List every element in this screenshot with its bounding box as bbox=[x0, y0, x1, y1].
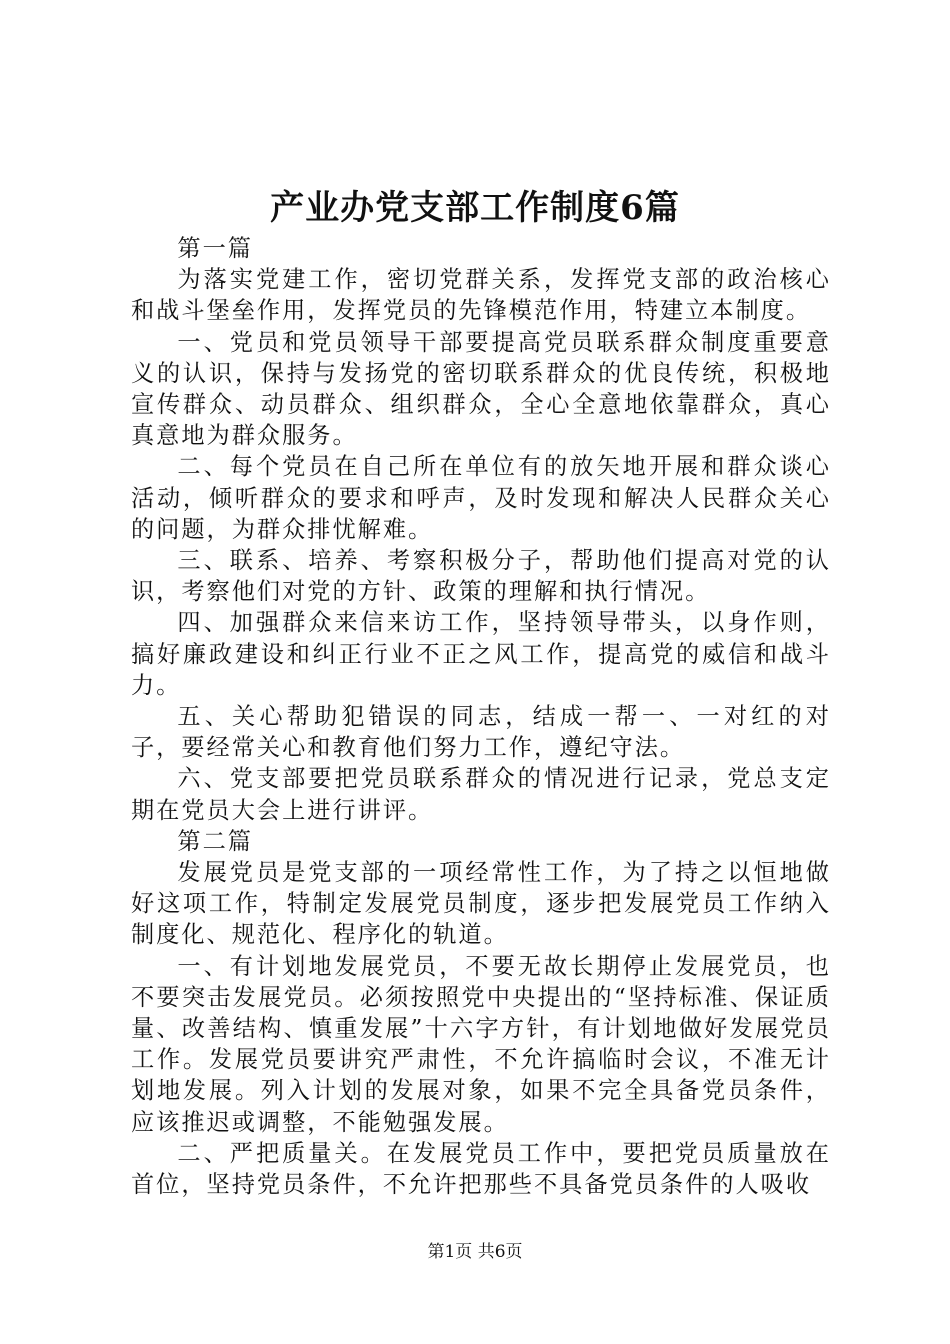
paragraph: 三、联系、培养、考察积极分子，帮助他们提高对党的认识，考察他们对党的方针、政策的理解和执行情况。 bbox=[131, 547, 831, 606]
paragraph: 发展党员是党支部的一项经常性工作，为了持之以恒地做好这项工作，特制定发展党员制度，逐步把发展党员工作纳入制度化、规范化、程序化的轨道。 bbox=[131, 859, 831, 949]
paragraph: 一、有计划地发展党员，不要无故长期停止发展党员，也不要突击发展党员。必须按照党中央提出的“坚持标准、保证质量、改善结构、慎重发展”十六字方针，有计划地做好发展党员工作。发展党员要讲究严肃性，不允许搞临时会议，不准无计划地发展。列入计划的发展对象，如果不完全具备党员条件，应该推迟或调整，不能勉强发展。 bbox=[131, 952, 831, 1136]
paragraph: 六、党支部要把党员联系群众的情况进行记录，党总支定期在党员大会上进行讲评。 bbox=[131, 765, 831, 824]
section-heading-1: 第一篇 bbox=[177, 235, 253, 262]
paragraph: 二、每个党员在自己所在单位有的放矢地开展和群众谈心活动，倾听群众的要求和呼声，及时发现和解决人民群众关心的问题，为群众排忧解难。 bbox=[131, 453, 831, 543]
paragraph: 四、加强群众来信来访工作，坚持领导带头，以身作则，搞好廉政建设和纠正行业不正之风工作，提高党的威信和战斗力。 bbox=[131, 609, 831, 699]
document-title: 产业办党支部工作制度6篇 bbox=[270, 188, 680, 228]
paragraph: 五、关心帮助犯错误的同志，结成一帮一、一对红的对子，要经常关心和教育他们努力工作，遵纪守法。 bbox=[131, 703, 831, 762]
page-footer: 第1页 共6页 bbox=[427, 1242, 523, 1262]
section-heading-2: 第二篇 bbox=[177, 827, 253, 855]
paragraph: 为落实党建工作，密切党群关系，发挥党支部的政治核心和战斗堡垒作用，发挥党员的先锋模范作用，特建立本制度。 bbox=[131, 266, 831, 325]
paragraph: 一、党员和党员领导干部要提高党员联系群众制度重要意义的认识，保持与发扬党的密切联系群众的优良传统，积极地宣传群众、动员群众、组织群众，全心全意地依靠群众，真心真意地为群众服务。 bbox=[131, 328, 831, 450]
document-body bbox=[131, 233, 831, 1200]
paragraph: 二、严把质量关。在发展党员工作中，要把党员质量放在首位，坚持党员条件，不允许把那些不具备党员条件的人吸收 bbox=[131, 1139, 831, 1199]
